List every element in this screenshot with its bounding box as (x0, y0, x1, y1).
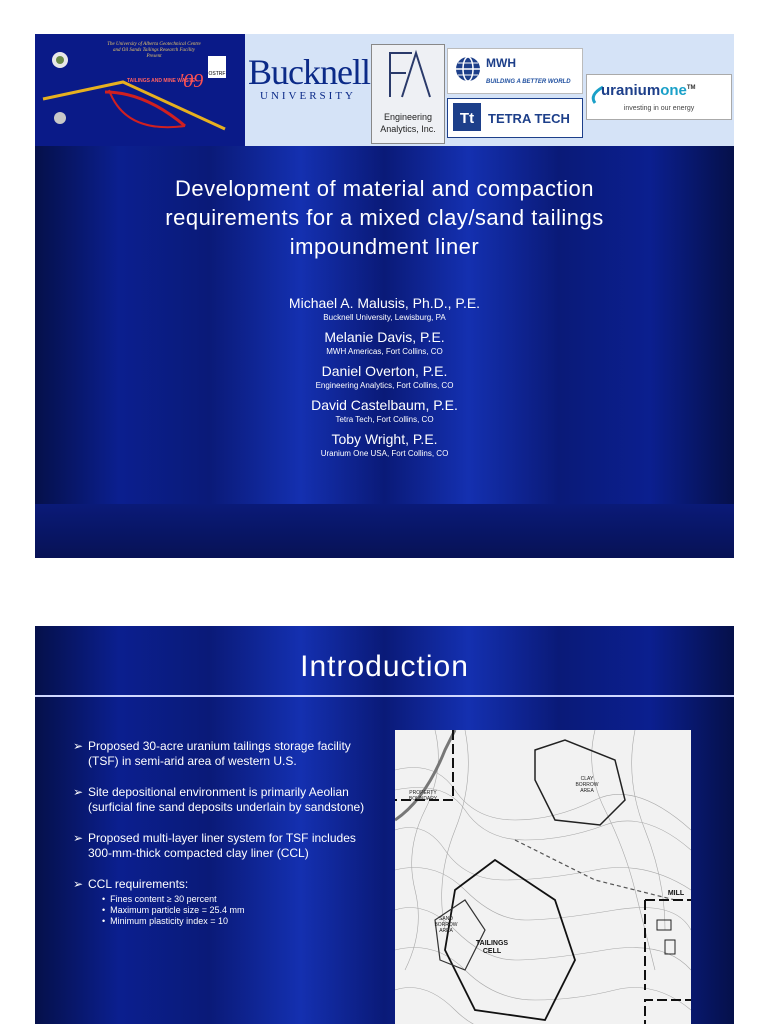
map-label-line: AREA (439, 928, 453, 934)
slide-footer-band (35, 504, 734, 558)
sand-borrow-label (431, 916, 461, 934)
property-boundary-label (403, 790, 443, 802)
author-name: Michael A. Malusis, Ph.D., P.E. (288, 295, 481, 311)
site-map (395, 730, 691, 1024)
map-label-line: BOUNDARY (408, 796, 438, 802)
map-label-line: CELL (482, 948, 502, 955)
bullet-item (73, 877, 373, 927)
bullet-item (73, 785, 373, 815)
uranium-wordmark-a: uranium (601, 82, 661, 99)
arrow-bullet-icon: ➢ (73, 785, 84, 799)
sub-bullet-text: Maximum particle size = 25.4 mm (110, 905, 245, 915)
conference-event: TAILINGS AND MINE WASTE (127, 78, 196, 84)
bullet-item (73, 831, 373, 861)
title-slide (35, 34, 734, 558)
author-name: Toby Wright, P.E. (331, 431, 438, 447)
tetratech-wordmark: TETRA TECH (488, 111, 570, 126)
uranium-one-logo (586, 74, 732, 120)
dot-bullet-icon: • (102, 894, 106, 904)
conference-logo (35, 34, 245, 146)
ea-text-line2: Analytics, Inc. (380, 124, 436, 134)
mill-label: MILL (667, 890, 685, 897)
svg-text:Tt: Tt (459, 110, 475, 127)
mwh-logo (447, 48, 583, 94)
dot-bullet-icon: • (102, 905, 106, 915)
sub-bullet-list (88, 894, 373, 927)
map-label-line: SAND (439, 916, 453, 922)
title-line: Development of material and compaction (175, 176, 594, 201)
title-divider (35, 695, 734, 697)
author-affiliation: Tetra Tech, Fort Collins, CO (335, 415, 434, 424)
uranium-one-wordmark (601, 82, 696, 99)
site-map-drawing (395, 730, 691, 1024)
bucknell-subtext: UNIVERSITY (260, 90, 356, 102)
author-affiliation: MWH Americas, Fort Collins, CO (326, 347, 443, 356)
slide-title: Introduction (300, 650, 469, 683)
author-name: David Castelbaum, P.E. (311, 397, 458, 413)
slide-title (75, 174, 694, 261)
ea-text-line1: Engineering (383, 112, 433, 122)
clay-borrow-label (567, 776, 607, 794)
engineering-analytics-logo (371, 44, 445, 144)
ridge-line (395, 730, 455, 820)
author-affiliation: Engineering Analytics, Fort Collins, CO (315, 381, 454, 390)
dot-bullet-icon: • (102, 916, 106, 926)
bullet-text: Proposed 30-acre uranium tailings storage facility (TSF) in semi-arid area of western U.S. (88, 739, 351, 768)
mwh-tagline: BUILDING A BETTER WORLD (486, 79, 571, 85)
author-name: Melanie Davis, P.E. (324, 329, 445, 345)
topographic-contours (395, 730, 691, 1024)
uranium-wordmark-b: one (660, 82, 687, 99)
bullet-list (73, 739, 373, 943)
conference-title-line: Present (146, 54, 162, 59)
map-label-line: BORROW (434, 922, 458, 928)
mill-boundary (645, 900, 691, 990)
bullet-text: CCL requirements: (88, 877, 189, 891)
bucknell-wordmark: Bucknell (248, 52, 370, 92)
map-label-line: BORROW (575, 782, 599, 788)
author-affiliation: Uranium One USA, Fort Collins, CO (320, 449, 449, 458)
title-line: impoundment liner (289, 234, 480, 259)
bullet-text: Proposed multi-layer liner system for TSF includes 300-mm-thick compacted clay liner (CCL) (88, 831, 356, 860)
conference-title-line: and Oil Sands Tailings Research Facility (113, 48, 195, 53)
lower-boundary (645, 1000, 691, 1024)
mill-building (657, 920, 671, 930)
ea-monogram-icon (372, 45, 444, 105)
bucknell-logo (248, 54, 368, 102)
arrow-bullet-icon: ➢ (73, 877, 84, 891)
globe-icon-inner (56, 56, 64, 64)
bullet-text: Site depositional environment is primarily Aeolian (surficial fine sand deposits underlain by sandstone) (88, 785, 365, 814)
arrow-bullet-icon: ➢ (73, 831, 84, 845)
arrow-bullet-icon: ➢ (73, 739, 84, 753)
mwh-wordmark: MWH (486, 56, 516, 70)
sub-bullet-item (88, 916, 373, 927)
map-label-line: CLAY (580, 776, 594, 782)
title-line: requirements for a mixed clay/sand tailings (165, 205, 604, 230)
bullet-item (73, 739, 373, 769)
map-label-line: PROPERTY (409, 790, 437, 796)
red-curve-graphic-2 (109, 90, 185, 127)
sub-bullet-text: Fines content ≥ 30 percent (110, 894, 217, 904)
conference-title (79, 42, 229, 60)
conference-year: '09 (179, 70, 204, 92)
logo-band (35, 34, 734, 146)
tetratech-mark-icon (453, 103, 483, 133)
conference-title-line: The University of Alberta Geotechnical Centre (107, 42, 201, 47)
uranium-trademark: TM (686, 85, 696, 91)
sub-bullet-item (88, 905, 373, 916)
mill-building (665, 940, 675, 954)
tailings-cell-label (467, 940, 517, 956)
map-label-line: TAILINGS (475, 940, 509, 947)
mwh-globe-icon (454, 55, 484, 85)
introduction-slide (35, 626, 734, 1024)
map-label-line: AREA (580, 788, 594, 794)
uranium-one-tagline: investing in our energy (623, 105, 695, 112)
author-name: Daniel Overton, P.E. (321, 363, 448, 379)
ostrf-logo: OSTRF (208, 56, 226, 78)
sub-bullet-text: Minimum plasticity index = 10 (110, 916, 228, 926)
tetratech-logo (447, 98, 583, 138)
red-curve-graphic (105, 92, 185, 126)
author-affiliation: Bucknell University, Lewisburg, PA (323, 313, 446, 322)
seal-icon (54, 112, 66, 124)
author-list (75, 290, 694, 460)
sub-bullet-item (88, 894, 373, 905)
